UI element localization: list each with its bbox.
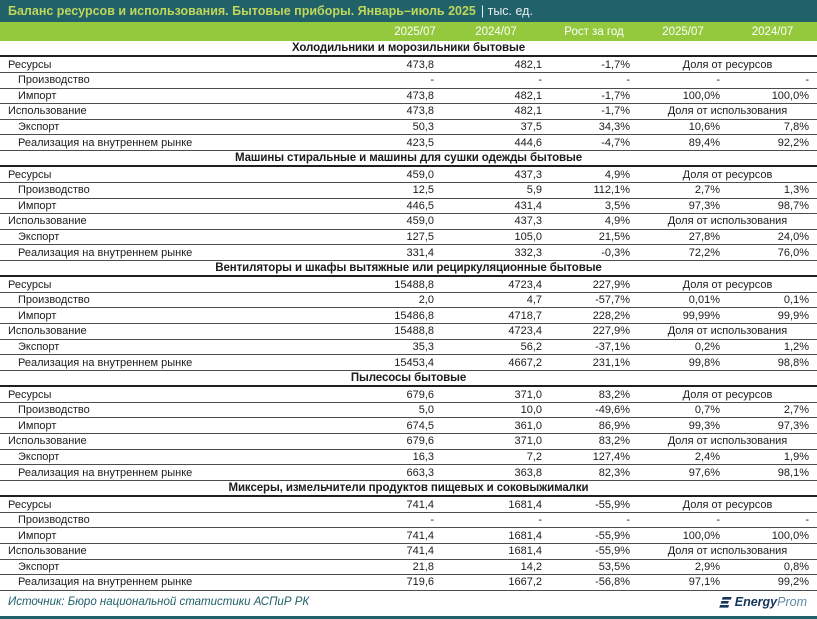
value-cell: 473,8 bbox=[406, 89, 434, 102]
value-cell: 331,4 bbox=[406, 246, 434, 259]
table-row bbox=[0, 497, 817, 513]
value-cell: 2,4% bbox=[694, 450, 720, 463]
value-cell: 719,6 bbox=[406, 576, 434, 589]
value-cell: - bbox=[430, 514, 434, 527]
value-cell: 2,7% bbox=[783, 404, 809, 417]
value-cell: -55,9% bbox=[595, 545, 630, 558]
value-cell: 97,3% bbox=[777, 419, 809, 432]
value-cell: -4,7% bbox=[601, 136, 630, 149]
value-cell: -1,7% bbox=[601, 58, 630, 71]
row-label: Экспорт bbox=[18, 450, 60, 463]
row-label: Экспорт bbox=[18, 121, 60, 134]
value-cell: 1,2% bbox=[783, 340, 809, 353]
value-cell: 482,1 bbox=[514, 58, 542, 71]
row-label: Экспорт bbox=[18, 231, 60, 244]
table-row bbox=[0, 230, 817, 246]
value-cell: 10,0 bbox=[520, 404, 542, 417]
row-label: Производство bbox=[18, 184, 90, 197]
share-span-cell: Доля от использования bbox=[667, 435, 788, 448]
row-label: Использование bbox=[8, 325, 87, 338]
value-cell: 27,8% bbox=[688, 231, 720, 244]
section-row bbox=[0, 481, 817, 497]
value-cell: - bbox=[716, 514, 720, 527]
value-cell: 4723,4 bbox=[508, 278, 542, 291]
value-cell: 98,8% bbox=[777, 356, 809, 369]
row-label: Использование bbox=[8, 215, 87, 228]
value-cell: 100,0% bbox=[682, 529, 720, 542]
value-cell: 741,4 bbox=[406, 545, 434, 558]
row-label: Импорт bbox=[18, 529, 57, 542]
share-span-cell: Доля от ресурсов bbox=[682, 278, 773, 291]
value-cell: -55,9% bbox=[595, 529, 630, 542]
value-cell: 0,01% bbox=[688, 294, 720, 307]
section-row bbox=[0, 151, 817, 167]
table-row bbox=[0, 434, 817, 450]
section-row bbox=[0, 261, 817, 277]
column-header: 2024/07 bbox=[751, 25, 794, 38]
table-row bbox=[0, 465, 817, 481]
column-header: 2024/07 bbox=[475, 25, 517, 38]
row-label: Ресурсы bbox=[8, 388, 52, 401]
row-label: Производство bbox=[18, 514, 90, 527]
section-title: Машины стиральные и машины для сушки одежды бытовые bbox=[234, 152, 583, 165]
value-cell: 227,9% bbox=[592, 325, 630, 338]
value-cell: 431,4 bbox=[514, 199, 542, 212]
value-cell: 56,2 bbox=[520, 340, 542, 353]
value-cell: 97,3% bbox=[688, 199, 720, 212]
table-row bbox=[0, 57, 817, 73]
value-cell: -37,1% bbox=[595, 340, 630, 353]
value-cell: 231,1% bbox=[592, 356, 630, 369]
value-cell: -56,8% bbox=[595, 576, 630, 589]
value-cell: 14,2 bbox=[520, 560, 542, 573]
row-label: Импорт bbox=[18, 89, 57, 102]
value-cell: 15453,4 bbox=[394, 356, 434, 369]
value-cell: 82,3% bbox=[598, 466, 630, 479]
value-cell: 24,0% bbox=[777, 231, 809, 244]
value-cell: 15486,8 bbox=[394, 309, 434, 322]
share-span-cell: Доля от использования bbox=[667, 545, 788, 558]
value-cell: 663,3 bbox=[406, 466, 434, 479]
value-cell: 4718,7 bbox=[508, 309, 542, 322]
units-label: | тыс. ед. bbox=[480, 4, 533, 18]
value-cell: 98,7% bbox=[777, 199, 809, 212]
table-row bbox=[0, 214, 817, 230]
value-cell: -0,3% bbox=[601, 246, 630, 259]
value-cell: 4667,2 bbox=[508, 356, 542, 369]
value-cell: 1,9% bbox=[783, 450, 809, 463]
row-label: Производство bbox=[18, 74, 90, 87]
table-row bbox=[0, 450, 817, 466]
value-cell: - bbox=[430, 74, 434, 87]
table-row bbox=[0, 277, 817, 293]
value-cell: 371,0 bbox=[514, 435, 542, 448]
value-cell: 361,0 bbox=[514, 419, 542, 432]
value-cell: - bbox=[626, 514, 630, 527]
value-cell: 459,0 bbox=[406, 168, 434, 181]
row-label: Производство bbox=[18, 294, 90, 307]
value-cell: 99,2% bbox=[777, 576, 809, 589]
footer bbox=[0, 591, 817, 619]
column-header: 2025/07 bbox=[394, 25, 436, 38]
row-label: Ресурсы bbox=[8, 278, 52, 291]
value-cell: 72,2% bbox=[688, 246, 720, 259]
table-row bbox=[0, 308, 817, 324]
energyprom-logo bbox=[717, 595, 807, 609]
value-cell: 35,3 bbox=[412, 340, 434, 353]
value-cell: -55,9% bbox=[595, 498, 630, 511]
value-cell: 112,1% bbox=[593, 184, 630, 197]
value-cell: 21,5% bbox=[598, 231, 630, 244]
value-cell: 0,1% bbox=[783, 294, 809, 307]
value-cell: 446,5 bbox=[406, 199, 434, 212]
value-cell: 34,3% bbox=[598, 121, 630, 134]
value-cell: 1667,2 bbox=[508, 576, 542, 589]
value-cell: 482,1 bbox=[514, 89, 542, 102]
table-row bbox=[0, 135, 817, 151]
value-cell: 228,2% bbox=[592, 309, 630, 322]
value-cell: 92,2% bbox=[777, 136, 809, 149]
value-cell: 100,0% bbox=[771, 529, 809, 542]
value-cell: -49,6% bbox=[595, 404, 630, 417]
row-label: Экспорт bbox=[18, 560, 60, 573]
value-cell: 741,4 bbox=[406, 529, 434, 542]
value-cell: 5,9 bbox=[526, 184, 542, 197]
table-row bbox=[0, 513, 817, 529]
logo-text-prom: Prom bbox=[777, 595, 807, 610]
value-cell: 86,9% bbox=[598, 419, 630, 432]
value-cell: 1681,4 bbox=[508, 545, 542, 558]
value-cell: 2,0 bbox=[418, 294, 434, 307]
value-cell: 15488,8 bbox=[394, 325, 434, 338]
value-cell: 7,8% bbox=[783, 121, 809, 134]
table-row bbox=[0, 167, 817, 183]
value-cell: 100,0% bbox=[682, 89, 720, 102]
section-title: Пылесосы бытовые bbox=[350, 372, 467, 385]
row-label: Использование bbox=[8, 105, 87, 118]
value-cell: 2,7% bbox=[694, 184, 720, 197]
table-row bbox=[0, 245, 817, 261]
value-cell: 5,0 bbox=[418, 404, 434, 417]
table-row bbox=[0, 544, 817, 560]
table-row bbox=[0, 340, 817, 356]
section-title: Вентиляторы и шкафы вытяжные или рециркуляционные бытовые bbox=[215, 262, 602, 275]
value-cell: 0,8% bbox=[783, 560, 809, 573]
value-cell: 1,3% bbox=[783, 184, 809, 197]
table-row bbox=[0, 575, 817, 591]
value-cell: 4,7 bbox=[526, 294, 542, 307]
row-label: Реализация на внутреннем рынке bbox=[18, 136, 193, 149]
table-row bbox=[0, 387, 817, 403]
value-cell: 679,6 bbox=[406, 435, 434, 448]
table-header-row bbox=[0, 22, 817, 41]
value-cell: 76,0% bbox=[777, 246, 809, 259]
share-span-cell: Доля от ресурсов bbox=[682, 168, 773, 181]
value-cell: 83,2% bbox=[598, 435, 630, 448]
value-cell: 127,5 bbox=[406, 231, 434, 244]
section-row bbox=[0, 371, 817, 387]
column-header: 2025/07 bbox=[662, 25, 704, 38]
share-span-cell: Доля от использования bbox=[667, 215, 788, 228]
table-row bbox=[0, 104, 817, 120]
row-label: Реализация на внутреннем рынке bbox=[18, 576, 193, 589]
table-row bbox=[0, 89, 817, 105]
value-cell: 7,2 bbox=[526, 450, 542, 463]
value-cell: 444,6 bbox=[514, 136, 542, 149]
source-text: Источник: Бюро национальной статистики АСПиР РК bbox=[8, 596, 310, 609]
row-label: Экспорт bbox=[18, 340, 60, 353]
value-cell: 99,99% bbox=[682, 309, 720, 322]
value-cell: 363,8 bbox=[514, 466, 542, 479]
value-cell: 98,1% bbox=[777, 466, 809, 479]
value-cell: 105,0 bbox=[514, 231, 542, 244]
value-cell: 741,4 bbox=[406, 498, 434, 511]
section-title: Миксеры, измельчители продуктов пищевых и соковыжималки bbox=[228, 482, 589, 494]
row-label: Реализация на внутреннем рынке bbox=[18, 356, 193, 369]
table-row bbox=[0, 293, 817, 309]
energyprom-logo-icon bbox=[717, 596, 732, 609]
row-label: Ресурсы bbox=[8, 168, 52, 181]
row-label: Импорт bbox=[18, 309, 57, 322]
value-cell: 459,0 bbox=[406, 215, 434, 228]
table-row bbox=[0, 403, 817, 419]
value-cell: 10,6% bbox=[688, 121, 720, 134]
share-span-cell: Доля от использования bbox=[667, 325, 788, 338]
share-span-cell: Доля от ресурсов bbox=[682, 498, 773, 511]
value-cell: 100,0% bbox=[771, 89, 809, 102]
table-body bbox=[0, 41, 817, 591]
value-cell: 1681,4 bbox=[508, 498, 542, 511]
table-row bbox=[0, 324, 817, 340]
table-row bbox=[0, 418, 817, 434]
value-cell: 97,1% bbox=[688, 576, 720, 589]
value-cell: 16,3 bbox=[412, 450, 434, 463]
column-header: Рост за год bbox=[564, 25, 624, 38]
value-cell: 679,6 bbox=[406, 388, 434, 401]
value-cell: -1,7% bbox=[601, 105, 630, 118]
table-row bbox=[0, 199, 817, 215]
value-cell: 4723,4 bbox=[508, 325, 542, 338]
table-row bbox=[0, 73, 817, 89]
value-cell: 4,9% bbox=[604, 215, 630, 228]
value-cell: - bbox=[805, 74, 809, 87]
value-cell: 15488,8 bbox=[394, 278, 434, 291]
value-cell: 53,5% bbox=[598, 560, 630, 573]
value-cell: 3,5% bbox=[604, 199, 630, 212]
row-label: Производство bbox=[18, 404, 90, 417]
title-bar bbox=[0, 0, 817, 22]
row-label: Реализация на внутреннем рынке bbox=[18, 246, 193, 259]
value-cell: 0,7% bbox=[694, 404, 720, 417]
value-cell: 423,5 bbox=[406, 136, 434, 149]
value-cell: 37,5 bbox=[520, 121, 542, 134]
value-cell: 371,0 bbox=[514, 388, 542, 401]
value-cell: 12,5 bbox=[412, 184, 434, 197]
page-title: Баланс ресурсов и использования. Бытовые приборы. Январь–июль 2025 bbox=[8, 4, 476, 18]
value-cell: 99,3% bbox=[688, 419, 720, 432]
row-label: Реализация на внутреннем рынке bbox=[18, 466, 193, 479]
value-cell: -57,7% bbox=[595, 294, 630, 307]
value-cell: 482,1 bbox=[514, 105, 542, 118]
value-cell: 1681,4 bbox=[508, 529, 542, 542]
table-row bbox=[0, 560, 817, 576]
value-cell: 473,8 bbox=[406, 58, 434, 71]
table-row bbox=[0, 120, 817, 136]
value-cell: 89,4% bbox=[688, 136, 720, 149]
table-row bbox=[0, 528, 817, 544]
value-cell: 50,3 bbox=[412, 121, 434, 134]
row-label: Использование bbox=[8, 545, 87, 558]
share-span-cell: Доля от ресурсов bbox=[682, 388, 773, 401]
table-row bbox=[0, 355, 817, 371]
value-cell: -1,7% bbox=[601, 89, 630, 102]
value-cell: 437,3 bbox=[514, 168, 542, 181]
value-cell: - bbox=[538, 74, 542, 87]
section-row bbox=[0, 41, 817, 57]
value-cell: 21,8 bbox=[412, 560, 434, 573]
value-cell: 227,9% bbox=[592, 278, 630, 291]
value-cell: 97,6% bbox=[688, 466, 720, 479]
share-span-cell: Доля от ресурсов bbox=[682, 58, 773, 71]
value-cell: 473,8 bbox=[406, 105, 434, 118]
value-cell: 332,3 bbox=[514, 246, 542, 259]
row-label: Ресурсы bbox=[8, 498, 52, 511]
row-label: Использование bbox=[8, 435, 87, 448]
row-label: Импорт bbox=[18, 199, 57, 212]
value-cell: 437,3 bbox=[514, 215, 542, 228]
value-cell: 2,9% bbox=[694, 560, 720, 573]
value-cell: 99,9% bbox=[777, 309, 809, 322]
row-label: Ресурсы bbox=[8, 58, 52, 71]
table-row bbox=[0, 183, 817, 199]
logo-text bbox=[735, 595, 807, 609]
value-cell: 83,2% bbox=[598, 388, 630, 401]
row-label: Импорт bbox=[18, 419, 57, 432]
value-cell: - bbox=[805, 514, 809, 527]
section-title: Холодильники и морозильники бытовые bbox=[291, 42, 526, 55]
value-cell: 674,5 bbox=[406, 419, 434, 432]
value-cell: - bbox=[716, 74, 720, 87]
value-cell: - bbox=[538, 514, 542, 527]
logo-text-energy: Energy bbox=[734, 595, 778, 610]
value-cell: 0,2% bbox=[694, 340, 720, 353]
share-span-cell: Доля от использования bbox=[667, 105, 788, 118]
value-cell: - bbox=[626, 74, 630, 87]
value-cell: 4,9% bbox=[604, 168, 630, 181]
value-cell: 127,4% bbox=[592, 450, 630, 463]
value-cell: 99,8% bbox=[688, 356, 720, 369]
